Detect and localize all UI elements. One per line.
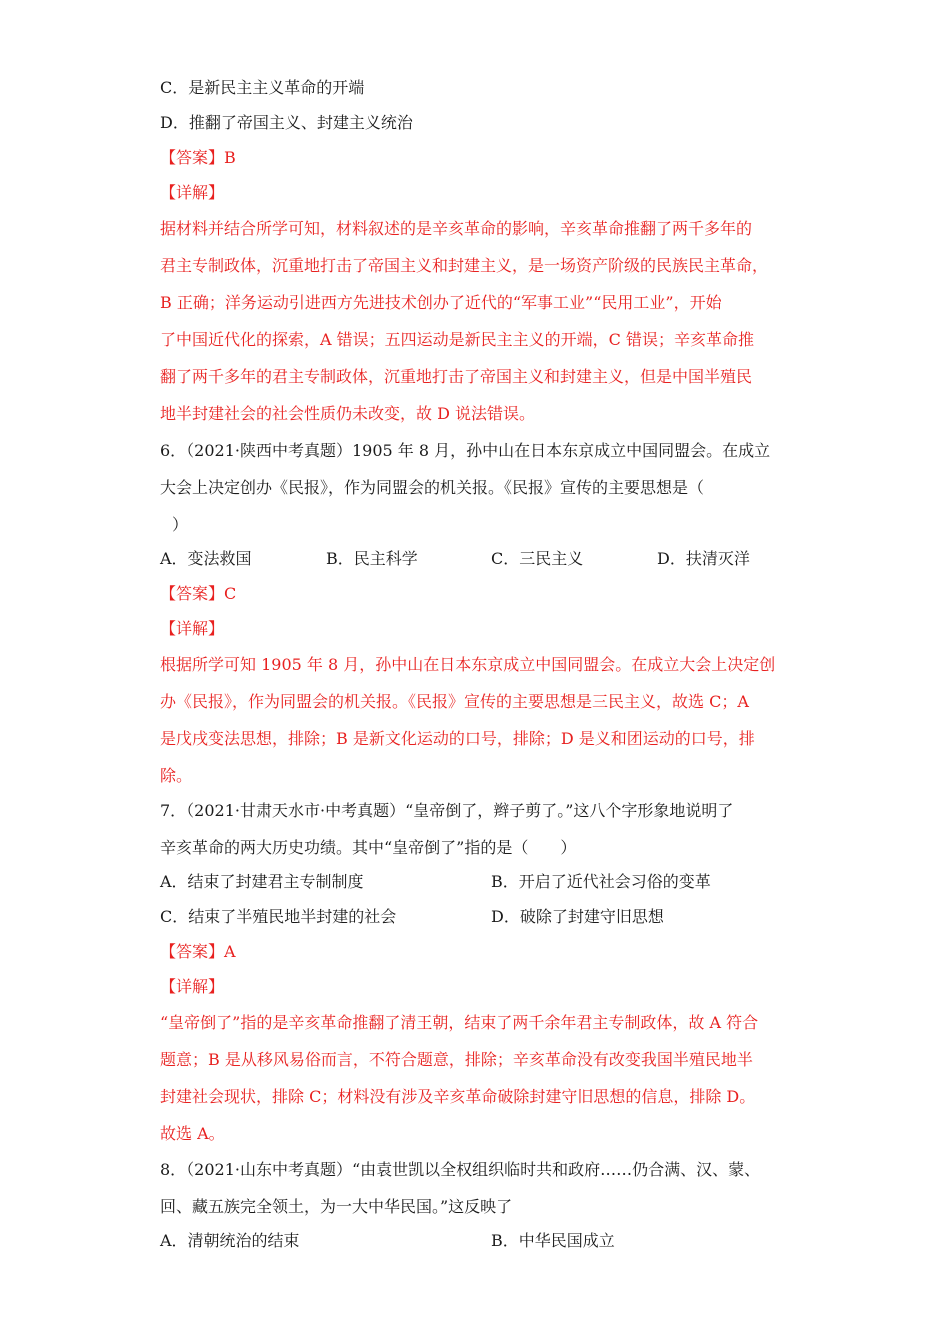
q5-detail-line: 翻了两千多年的君主专制政体，沉重地打击了帝国主义和封建主义，但是中国半殖民 <box>160 367 753 386</box>
q6-stem-line: 6．（2021·陕西中考真题）1905 年 8 月，孙中山在日本东京成立中国同盟会。在成立 <box>160 441 771 460</box>
q7-detail-line: 故选 A。 <box>160 1124 225 1143</box>
q7-detail-line: 封建社会现状，排除 C；材料没有涉及辛亥革命破除封建守旧思想的信息，排除 D。 <box>160 1087 756 1106</box>
q7-option-c: C．结束了半殖民地半封建的社会 <box>160 907 397 926</box>
q8-option-a: A．清朝统治的结束 <box>160 1231 300 1250</box>
q5-detail-line: B 正确；洋务运动引进西方先进技术创办了近代的“军事工业”“民用工业”，开始 <box>160 293 722 312</box>
q5-option-d: D．推翻了帝国主义、封建主义统治 <box>160 113 413 132</box>
q5-answer <box>160 147 236 169</box>
q5-detail-tag: 【详解】 <box>160 183 225 202</box>
q6-detail-line: 是戊戌变法思想，排除；B 是新文化运动的口号，排除；D 是义和团运动的口号，排 <box>160 729 755 748</box>
q5-option-c: C．是新民主主义革命的开端 <box>160 78 365 97</box>
answer-tag: 【答案】 <box>160 148 225 167</box>
q7-option-a: A．结束了封建君主专制制度 <box>160 872 364 891</box>
q6-detail-tag: 【详解】 <box>160 619 225 638</box>
q5-detail-line: 了中国近代化的探索，A 错误；五四运动是新民主主义的开端，C 错误；辛亥革命推 <box>160 330 754 349</box>
q6-option-c: C．三民主义 <box>491 549 584 568</box>
q7-detail-tag: 【详解】 <box>160 977 225 996</box>
q6-option-a: A．变法救国 <box>160 549 252 568</box>
q6-stem-line: ） <box>172 515 189 534</box>
q7-stem-line: 7．（2021·甘肃天水市·中考真题）“皇帝倒了，辫子剪了。”这八个字形象地说明了 <box>160 801 734 820</box>
answer-value: A <box>224 942 236 961</box>
q6-option-d: D．扶清灭洋 <box>657 549 750 568</box>
answer-tag: 【答案】 <box>160 942 225 961</box>
q6-detail-line: 根据所学可知 1905 年 8 月，孙中山在日本东京成立中国同盟会。在成立大会上决定创 <box>160 655 776 674</box>
q7-option-d: D．破除了封建守旧思想 <box>491 907 664 926</box>
q7-option-b: B．开启了近代社会习俗的变革 <box>491 872 711 891</box>
q7-stem-line: 辛亥革命的两大历史功绩。其中“皇帝倒了”指的是（ ） <box>160 838 577 857</box>
q6-stem-line: 大会上决定创办《民报》，作为同盟会的机关报。《民报》宣传的主要思想是（ <box>160 478 705 497</box>
q7-detail-line: 题意；B 是从移风易俗而言，不符合题意，排除；辛亥革命没有改变我国半殖民地半 <box>160 1050 753 1069</box>
q7-detail-line: “皇帝倒了”指的是辛亥革命推翻了清王朝，结束了两千余年君主专制政体，故 A 符合 <box>160 1013 759 1032</box>
q6-answer <box>160 583 236 605</box>
q5-detail-line: 地半封建社会的社会性质仍未改变，故 D 说法错误。 <box>160 404 536 423</box>
q5-detail-line: 据材料并结合所学可知，材料叙述的是辛亥革命的影响，辛亥革命推翻了两千多年的 <box>160 219 753 238</box>
q8-stem-line: 回、藏五族完全领土，为一大中华民国。”这反映了 <box>160 1197 513 1216</box>
answer-value: C <box>224 584 237 603</box>
q6-option-b: B．民主科学 <box>326 549 418 568</box>
q6-detail-line: 办《民报》，作为同盟会的机关报。《民报》宣传的主要思想是三民主义，故选 C；A <box>160 692 749 711</box>
q6-detail-line: 除。 <box>160 766 193 785</box>
q5-detail-line: 君主专制政体，沉重地打击了帝国主义和封建主义，是一场资产阶级的民族民主革命， <box>160 256 769 275</box>
q8-stem-line: 8．（2021·山东中考真题）“由袁世凯以全权组织临时共和政府……仍合满、汉、蒙、 <box>160 1160 761 1179</box>
q7-answer <box>160 941 236 963</box>
q8-option-b: B．中华民国成立 <box>491 1231 615 1250</box>
answer-tag: 【答案】 <box>160 584 225 603</box>
answer-value: B <box>224 148 236 167</box>
